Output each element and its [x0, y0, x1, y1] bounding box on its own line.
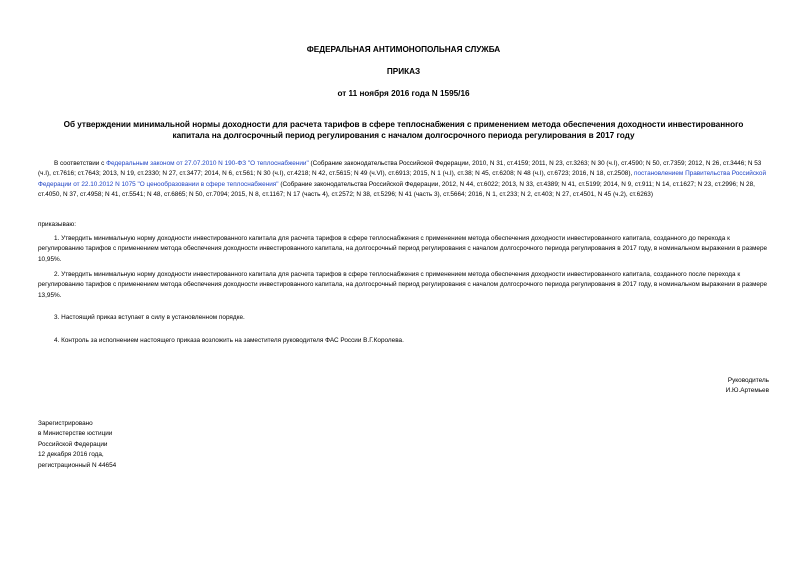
- intro-text-1: В соответствии с: [54, 160, 107, 167]
- signatory-name: И.Ю.Артемьев: [725, 387, 769, 395]
- signatory-role: Руководитель: [727, 377, 769, 384]
- registration-number: регистрационный N 44654: [38, 461, 117, 469]
- order-item-2: 2. Утвердить минимальную норму доходности инвестированного капитала для расчета тарифов в сфере теплоснабжения с применением метода обеспечения доходности инвестированного капитала, созданного после перехода к регулированию тарифов с применением метода обеспечения доходности инвестированного капитала, на долгосрочный период регулирования с началом долгосрочного периода регулирования в 2017 году, в номинальном выражении в размере 13,95%.: [38, 271, 768, 299]
- government-decree-link[interactable]: постановлением Правительства Российской Федерации от 22.10.2012 N 1075 "О ценообразовании в сфере теплоснабжения": [38, 170, 767, 188]
- order-item-1: 1. Утвердить минимальную норму доходности инвестированного капитала для расчета тарифов в сфере теплоснабжения с применением метода обеспечения доходности инвестированного капитала, созданного до перехода к регулированию тарифов с применением метода обеспечения доходности инвестированного капитала, на долгосрочный период регулирования с началом долгосрочного периода регулирования в 2017 году, в номинальном выражении в размере 10,95%.: [38, 235, 768, 263]
- registration-line: Российской Федерации: [38, 440, 108, 448]
- document-date-number: от 11 ноября 2016 года N 1595/16: [337, 89, 470, 98]
- order-item-4: 4. Контроль за исполнением настоящего приказа возложить на заместителя руководителя ФАС России В.Г.Королева.: [54, 337, 404, 344]
- document-title: Об утверждении минимальной нормы доходности для расчета тарифов в сфере теплоснабжения с применением метода обеспечения доходности инвестированного капитала на долгосрочный период регулирования с началом долгосрочного периода регулирования в 2017 году: [63, 120, 744, 140]
- agency-name: ФЕДЕРАЛЬНАЯ АНТИМОНОПОЛЬНАЯ СЛУЖБА: [306, 45, 501, 54]
- order-word: приказываю:: [38, 221, 76, 228]
- federal-law-link[interactable]: Федеральным законом от 27.07.2010 N 190-ФЗ "О теплоснабжении": [106, 160, 309, 167]
- signature-block: [726, 376, 769, 397]
- document-type: ПРИКАЗ: [386, 67, 421, 76]
- order-item-3: 3. Настоящий приказ вступает в силу в установленном порядке.: [54, 314, 245, 321]
- registration-line: в Министерстве юстиции: [38, 430, 113, 438]
- intro-text-3: (Собрание законодательства Российской Федерации, 2012, N 44, ст.6022; 2013, N 33, ст.4389; N 41, ст.5199; 2014, N 9, ст.911; N 14, ст.1627; N 23, ст.2996; N 28, ст.4050, N 37, ст.4958; N 41, ст.5541; N 48, ст.6865; N 50, ст.7094; 2015, N 8, ст.1167; N 17 (часть 4), ст.2572; N 38, ст.5296; N 41 (часть 3), ст.5664; 2016, N 1, ст.233; N 2, ст.403; N 27, ст.4501, N 45 (ч.2), ст.6263): [38, 180, 755, 199]
- registration-block: [38, 419, 116, 471]
- intro-text-2: (Собрание законодательства Российской Федерации, 2010, N 31, ст.4159; 2011, N 23, ст.3263; N 30 (ч.I), ст.4590; N 50, ст.7359; 2012, N 26, ст.3446; N 53 (ч.I), ст.7616; ст.7643; 2013, N 19, ст.2330; N 27, ст.3477; 2014, N 6, ст.561; N 30 (ч.I), ст.4218; N 42, ст.5615; N 49 (ч.VI), ст.6913; 2015, N 1 (ч.I), ст.38; N 45, ст.6208; N 48 (ч.I), ст.6723; 2016, N 18, ст.2508),: [38, 160, 762, 178]
- registration-line: Зарегистрировано: [38, 420, 93, 427]
- intro-paragraph: [38, 159, 768, 201]
- registration-date: 12 декабря 2016 года,: [38, 451, 104, 459]
